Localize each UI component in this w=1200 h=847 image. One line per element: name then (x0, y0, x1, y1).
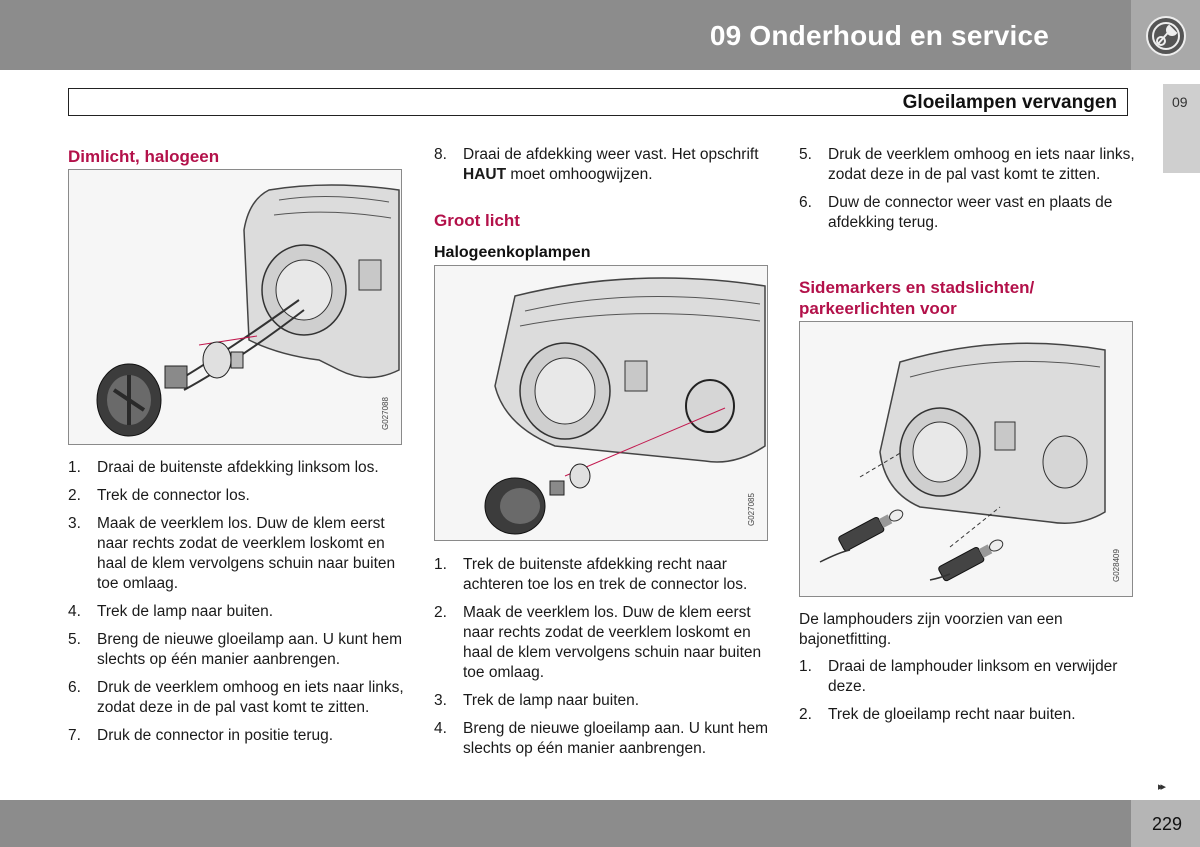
list-item: 8. Draai de afdekking weer vast. Het opschrift HAUT moet omhoogwijzen. (434, 146, 759, 183)
list-item: 1. Draai de lamphouder linksom en verwijder deze. (799, 658, 1118, 695)
paragraph-bajonet: De lamphouders zijn voorzien van een bajonetfitting. (799, 611, 1063, 648)
heading-groot-licht: Groot licht (434, 211, 520, 230)
wrench-gear-icon (1144, 14, 1188, 58)
headlamp-sidemarker-illustration (800, 322, 1134, 598)
list-item: 5. Breng de nieuwe gloeilamp aan. U kunt hem slechts op één manier aanbrengen. (68, 631, 403, 668)
footer-bar (0, 800, 1131, 847)
list-item: 1. Draai de buitenste afdekking linksom los. (68, 459, 379, 476)
headlamp-grootlicht-illustration (435, 266, 769, 542)
list-item: 2. Maak de veerklem los. Duw de klem eerst naar rechts zodat de veerklem loskomt en haal de klem vervolgens schuin naar buiten toe omlaag. (434, 604, 762, 681)
chapter-icon-box (1131, 0, 1200, 70)
figure-code: G028409 (1112, 549, 1121, 582)
list-item: 2. Trek de connector los. (68, 487, 250, 504)
chapter-title: 09 Onderhoud en service (709, 20, 1049, 51)
steps-continued (434, 145, 770, 193)
subheading-halogeen: Halogeenkoplampen (434, 244, 591, 261)
list-item: 4. Breng de nieuwe gloeilamp aan. U kunt hem slechts op één manier aanbrengen. (434, 720, 769, 757)
heading-dimlicht: Dimlicht, halogeen (68, 147, 220, 166)
headlamp-dimlicht-illustration (69, 170, 403, 446)
section-title: Gloeilampen vervangen (902, 92, 1117, 113)
heading-sidemarkers: Sidemarkers en stadslichten/ parkeerlichten voor (799, 278, 1035, 318)
page-number-box (1131, 800, 1200, 847)
list-item: 6. Druk de veerklem omhoog en iets naar links, zodat deze in de pal vast komt te zitten. (68, 679, 404, 716)
steps-dimlicht (68, 458, 404, 754)
list-item: 3. Maak de veerklem los. Duw de klem eerst naar rechts zodat de veerklem loskomt en haal de klem vervolgens schuin naar buiten toe omlaag. (68, 515, 396, 592)
chapter-tab (1163, 84, 1200, 173)
section-title-bar (68, 88, 1128, 116)
steps-continued-col3 (799, 145, 1135, 241)
list-item: 5. Druk de veerklem omhoog en iets naar links, zodat deze in de pal vast komt te zitten. (799, 146, 1135, 183)
chapter-tab-label: 09 (1172, 94, 1188, 110)
page-number: 229 (1151, 814, 1182, 834)
figure-code: G027088 (381, 397, 390, 430)
list-item: 4. Trek de lamp naar buiten. (68, 603, 274, 620)
list-item: 3. Trek de lamp naar buiten. (434, 692, 640, 709)
figure-sidemarkers (799, 321, 1133, 597)
steps-sidemarkers (799, 657, 1135, 733)
list-item: 1. Trek de buitenste afdekking recht naar achteren toe los en trek de connector los. (434, 556, 748, 593)
figure-groot-licht (434, 265, 768, 541)
list-item: 2. Trek de gloeilamp recht naar buiten. (799, 706, 1076, 723)
continue-arrows-icon: ▸▸ (1158, 781, 1164, 793)
list-item: 6. Duw de connector weer vast en plaats de afdekking terug. (799, 194, 1113, 231)
figure-dimlicht (68, 169, 402, 445)
figure-code: G027085 (747, 493, 756, 526)
steps-groot-licht (434, 555, 770, 767)
chapter-header-bar (0, 0, 1131, 70)
list-item: 7. Druk de connector in positie terug. (68, 727, 334, 744)
